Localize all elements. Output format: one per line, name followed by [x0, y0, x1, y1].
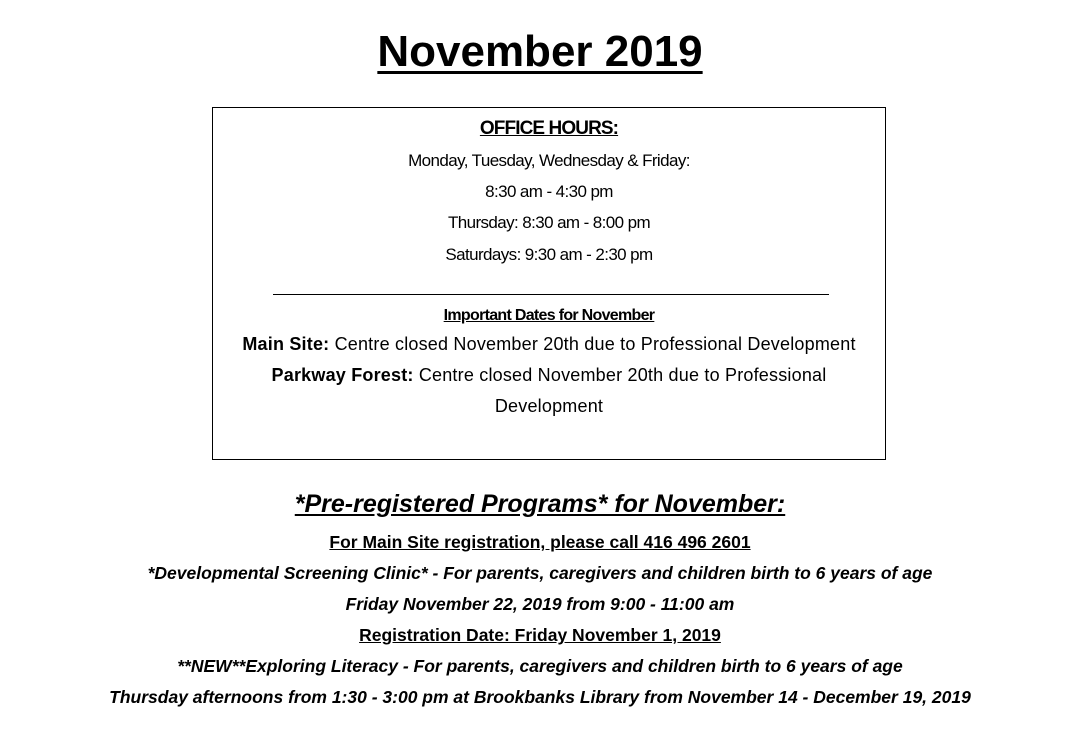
parkway-forest-closure-continued: Development: [494, 396, 604, 416]
office-hours-box: [212, 107, 886, 460]
screening-date-line: Friday November 22, 2019 from 9:00 - 11:00 am: [345, 594, 735, 614]
office-hours-line: Thursday: 8:30 am - 8:00 pm: [447, 213, 651, 232]
parkway-forest-text: Centre closed November 20th due to Professional: [418, 365, 827, 385]
office-hours-heading: OFFICE HOURS:: [479, 118, 619, 139]
main-site-closure: [213, 329, 885, 360]
main-site-text: Centre closed November 20th due to Professional Development: [334, 334, 856, 354]
section-divider: [273, 294, 829, 295]
parkway-forest-label: Parkway Forest:: [271, 365, 414, 385]
exploring-literacy-line: **NEW**Exploring Literacy - For parents, caregivers and children birth to 6 years of age: [177, 656, 903, 676]
registration-date-line: Registration Date: Friday November 1, 2019: [359, 625, 721, 645]
office-hours-line: Monday, Tuesday, Wednesday & Friday:: [408, 151, 690, 170]
main-site-label: Main Site:: [242, 334, 330, 354]
registration-phone-line: For Main Site registration, please call 416 496 2601: [329, 532, 751, 552]
programs-heading: *Pre-registered Programs* for November:: [294, 490, 786, 518]
page-title: November 2019: [377, 27, 703, 76]
screening-clinic-line: *Developmental Screening Clinic* - For parents, caregivers and children birth to 6 years of age: [147, 563, 933, 583]
important-dates-heading: Important Dates for November: [443, 307, 655, 324]
office-hours-line: 8:30 am - 4:30 pm: [485, 182, 613, 201]
literacy-schedule-line: Thursday afternoons from 1:30 - 3:00 pm at Brookbanks Library from November 14 - December 19, 2019: [109, 687, 971, 707]
parkway-forest-closure: [213, 360, 885, 391]
office-hours-line: Saturdays: 9:30 am - 2:30 pm: [445, 245, 653, 264]
